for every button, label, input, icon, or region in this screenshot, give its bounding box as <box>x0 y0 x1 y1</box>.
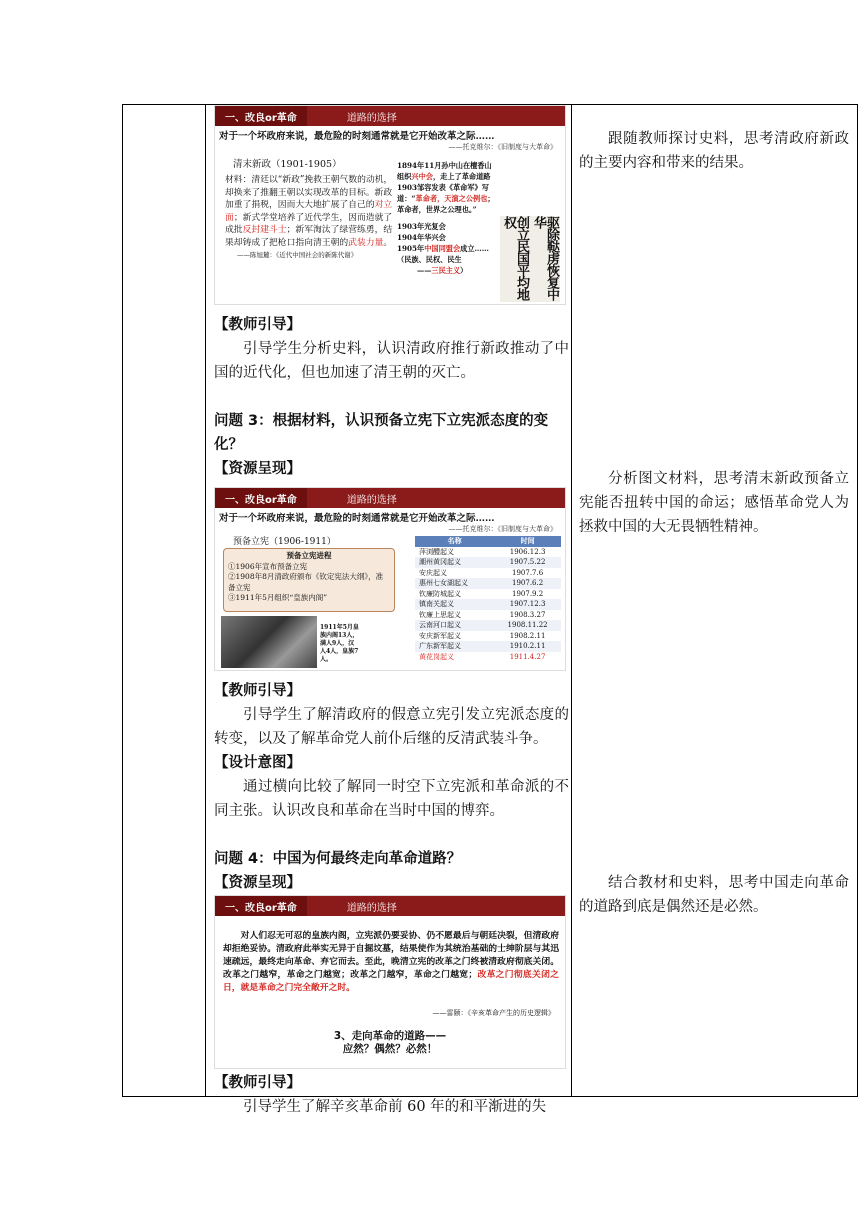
student-activity-2 <box>579 467 849 539</box>
slide-constitution <box>214 487 566 671</box>
table-header: 名称 <box>415 536 494 547</box>
timeline-highlight: 兴中会 <box>411 172 433 181</box>
uprising-date: 1906.12.3 <box>509 547 546 556</box>
uprising-name: 惠州七女湖起义 <box>415 578 494 589</box>
table-row <box>415 568 561 579</box>
material-highlight: 反封建斗士 <box>242 225 287 235</box>
slide-subtitle: 预备立宪（1906-1911） <box>233 537 336 547</box>
slide-quote: 对于一个坏政府来说，最危险的时刻通常就是它开始改革之际…… <box>219 131 495 142</box>
slide-quote-source: ——托克维尔：《旧制度与大革命》 <box>448 143 557 151</box>
material-highlight: 武装力量 <box>348 237 384 248</box>
teaching-process-column <box>214 105 569 1119</box>
timeline-text: ，走上了革命道路 <box>432 172 491 181</box>
slide-section: 一、改良or革命 <box>215 106 307 126</box>
question-3: 问题 3：根据材料，认识预备立宪下立宪派态度的变化？ <box>214 413 549 453</box>
uprising-name: 钦廉防城起义 <box>419 589 461 598</box>
student-activity-1 <box>579 127 849 175</box>
box-title: 预备立宪进程 <box>286 551 332 560</box>
guide-label: 【教师引导】 <box>214 317 301 333</box>
table-row <box>415 589 561 600</box>
slide-heading-line: 3、走向革命的道路—— <box>333 1030 447 1042</box>
timeline-text: （民族、民权、民生 <box>397 255 462 264</box>
column-divider <box>205 105 206 1096</box>
slide-revolution-road <box>214 895 566 1069</box>
material-text: 材料：清廷以“新政”挽救王朝气数的动机，却换来了推翻王朝以实现改革的目标。新政加重了捐税，因而大大地扩展了自己的 <box>225 175 393 210</box>
photo-caption: 1911年5月皇族内阁13人，满人9人，汉人4人，皇族7人。 <box>320 624 359 663</box>
table-row <box>415 641 561 652</box>
table-row <box>415 620 561 631</box>
slide-source: ——雷颐：《辛亥革命产生的历史逻辑》 <box>432 1009 555 1017</box>
table-row <box>415 557 561 568</box>
uprising-name: 黄花岗起义 <box>419 652 454 661</box>
question-4: 问题 4：中国为何最终走向革命道路？ <box>214 851 462 867</box>
slide-section: 一、改良or革命 <box>215 896 307 916</box>
resource-label: 【资源呈现】 <box>214 461 301 477</box>
uprising-name: 钦廉上思起义 <box>419 610 461 619</box>
calligraphy-image <box>500 216 560 302</box>
calligraphy-left: 创立民国平均地权 <box>501 216 529 300</box>
table-row <box>415 652 561 663</box>
slide-heading-line: 应然？偶然？必然！ <box>342 1043 438 1055</box>
slide-header-bar <box>215 106 565 126</box>
box-item: ③1911年5月组织“皇族内阁” <box>228 593 328 602</box>
column-divider <box>571 105 572 1096</box>
box-item: ①1906年宣布预备立宪 <box>228 561 308 571</box>
timeline-text: 1905年 <box>397 244 425 253</box>
slide-title: 道路的选择 <box>346 112 397 124</box>
guide-text: 引导学生了解清政府的假意立宪引发立宪派态度的转变，以及了解革命党人前仆后继的反清武装斗争。 <box>214 707 569 747</box>
uprising-date: 1907.12.3 <box>494 599 561 610</box>
timeline-text: 1894年11月孙中山在檀香山组织 <box>397 161 492 181</box>
timeline-text: ） <box>460 266 468 275</box>
uprising-date: 1908.3.27 <box>509 610 546 619</box>
design-label: 【设计意图】 <box>214 755 301 771</box>
timeline-text: ；革命者，世界之公理也。” <box>397 194 495 214</box>
uprising-name: 萍浏醴起义 <box>419 547 454 556</box>
slide-text <box>223 930 559 995</box>
timeline-highlight: 中国同盟会 <box>424 244 461 253</box>
uprising-date: 1907.5.22 <box>494 557 561 568</box>
uprising-date: 1910.2.11 <box>494 641 561 652</box>
uprising-date: 1907.7.6 <box>512 568 544 577</box>
constitution-process-box <box>223 548 395 612</box>
lesson-table <box>122 104 858 1115</box>
guide-label: 【教师引导】 <box>214 1075 301 1091</box>
timeline-text: —— <box>417 266 432 275</box>
calligraphy-right: 驱除鞑虏恢复中华 <box>531 216 559 300</box>
uprising-name: 广东新军起义 <box>415 641 494 652</box>
timeline-text: 1903年光复会 <box>397 222 446 231</box>
material-text: 。 <box>383 237 393 248</box>
slide-heading <box>215 1030 565 1056</box>
uprising-name: 潮州黄冈起义 <box>415 557 494 568</box>
material-source: ——陈旭麓：《近代中国社会的新陈代谢》 <box>237 251 358 259</box>
table-row <box>415 547 561 558</box>
uprising-date: 1907.9.2 <box>512 589 544 598</box>
table-row <box>415 578 561 589</box>
uprising-name: 安庆起义 <box>419 568 447 577</box>
timeline-highlight: 革命者，天演之公例也 <box>415 194 488 203</box>
timeline-text: 成立…… <box>460 244 489 253</box>
guide-text: 引导学生分析史料，认识清政府推行新政推动了中国的近代化，但也加速了清王朝的灭亡。 <box>214 341 569 381</box>
table-row <box>415 610 561 621</box>
uprising-name: 安庆新军起义 <box>419 631 461 640</box>
uprising-date: 1908.2.11 <box>509 631 546 640</box>
slide-section: 一、改良or革命 <box>215 488 307 508</box>
timeline-text: 1903邹容发表《革命军》写道：“ <box>397 183 489 203</box>
student-activity-text: 分析图文材料，思考清末新政预备立宪能否扭转中国的命运；感悟革命党人为拯救中国的大无畏牺牲精神。 <box>579 471 849 535</box>
royal-cabinet-photo <box>221 616 317 668</box>
design-text: 通过横向比较了解同一时空下立宪派和革命派的不同主张。认识改良和革命在当时中国的博弈。 <box>214 779 569 819</box>
slide-quote: 对于一个坏政府来说，最危险的时刻通常就是它开始改革之际…… <box>219 513 495 524</box>
slide-title: 道路的选择 <box>346 902 397 914</box>
slide-revolution-timeline <box>397 160 497 276</box>
slide-header-bar <box>215 896 565 916</box>
box-item: ②1908年8月清政府颁布《钦定宪法大纲》，准备立宪 <box>228 572 384 592</box>
material-text: ；新式学堂培养了近代学生，因而造就了成批 <box>225 212 393 235</box>
slide-title: 道路的选择 <box>346 494 397 506</box>
slide-quote-source: ——托克维尔：《旧制度与大革命》 <box>448 525 557 533</box>
table-row <box>415 631 561 642</box>
slide-subtitle: 清末新政（1901-1905） <box>233 159 342 170</box>
slide-highlight: 改革之门彻底关闭之日，就是革命之门完全敞开之时。 <box>223 970 559 993</box>
student-activity-text: 结合教材和史料，思考中国走向革命的道路到底是偶然还是必然。 <box>579 875 849 915</box>
student-activity-text: 跟随教师探讨史料，思考清政府新政的主要内容和带来的结果。 <box>579 131 849 171</box>
uprising-date: 1908.11.22 <box>494 620 561 631</box>
table-header: 时间 <box>494 536 561 547</box>
uprising-date: 1907.6.2 <box>494 578 561 589</box>
slide-header-bar <box>215 488 565 508</box>
uprising-name: 镇南关起义 <box>415 599 494 610</box>
slide-material <box>225 174 393 262</box>
uprisings-table <box>415 536 561 662</box>
slide-new-policy <box>214 105 566 305</box>
student-activity-3 <box>579 871 849 919</box>
timeline-highlight: 三民主义 <box>431 266 461 275</box>
guide-text: 引导学生了解辛亥革命前 60 年的和平渐进的失 <box>243 1099 547 1115</box>
material-highlight: 对立面 <box>225 200 393 223</box>
table-row <box>415 599 561 610</box>
material-text: ；新军淘汰了绿营练勇，结果却铸成了把枪口指向清王朝的 <box>225 225 393 248</box>
timeline-text: 1904年华兴会 <box>397 233 446 242</box>
uprising-date: 1911.4.27 <box>509 652 546 661</box>
guide-label: 【教师引导】 <box>214 683 301 699</box>
resource-label: 【资源呈现】 <box>214 875 301 891</box>
uprising-name: 云南河口起义 <box>415 620 494 631</box>
slide-body: 对人们忍无可忍的皇族内阁，立宪派仍要妥协、仍不愿最后与朝廷决裂，但清政府却拒绝妥协。清政府此举实无异于自掘坟墓，结果使作为其统治基础的士绅阶层与其迅速疏远，最终走向革命、弃它而去。至此，晚清立宪的改革之门终被清政府彻底关闭。改革之门越窄，革命之门越宽；改革之门越窄，革命之门越宽； <box>223 931 559 980</box>
